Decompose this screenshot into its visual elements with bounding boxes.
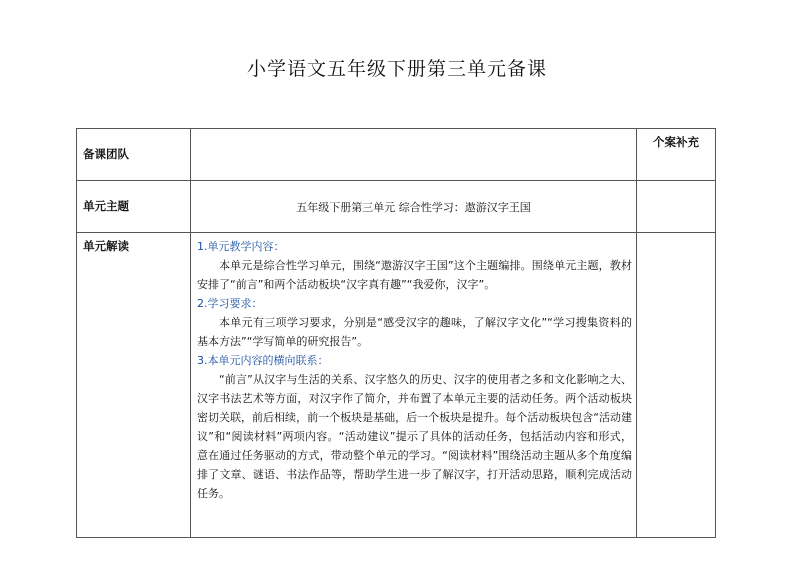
team-value-cell: [191, 129, 637, 181]
case-supplement-row2: [637, 181, 716, 233]
theme-label-cell: [77, 181, 191, 233]
theme-value: 五年级下册第三单元 综合性学习：遨游汉字王国: [296, 201, 531, 214]
section-1-title: 1.单元教学内容：: [197, 240, 285, 253]
section-3-title: 3.本单元内容的横向联系：: [197, 354, 329, 367]
section-2-text: 本单元有三项学习要求，分别是“感受汉字的趣味，了解汉字文化”“学习搜集资料的基本方法”“学写简单的研究报告”。: [197, 316, 632, 348]
section-2-title: 2.学习要求：: [197, 297, 263, 310]
section-1-text: 本单元是综合性学习单元，围绕“遨游汉字王国”这个主题编排。围绕单元主题，教材安排了“前言”和两个活动板块“汉字真有趣”“我爱你，汉字”。: [197, 259, 632, 291]
team-label: 备课团队: [83, 147, 129, 161]
lesson-plan-table: [76, 128, 716, 538]
page-title: 小学语文五年级下册第三单元备课: [246, 58, 547, 80]
section-3-text: “前言”从汉字与生活的关系、汉字悠久的历史、汉字的使用者之多和文化影响之大、汉字书法艺术等方面，对汉字作了简介，并布置了本单元主要的活动任务。两个活动板块密切关联，前后相续，前一个板块是基础，后一个板块是提升。每个活动板块包含“活动建议”和“阅读材料”两项内容。“活动建议”提示了具体的活动任务，包括活动内容和形式，意在通过任务驱动的方式，带动整个单元的学习。“阅读材料”围绕活动主题从多个角度编排了文章、谜语、书法作品等，帮助学生进一步了解汉字，打开活动思路，顺利完成活动任务。: [197, 373, 632, 500]
analysis-content-cell: [191, 233, 637, 538]
analysis-label: 单元解读: [83, 239, 129, 253]
case-supplement-header: 个案补充: [653, 135, 699, 149]
theme-value-cell: [191, 181, 637, 233]
team-label-cell: [77, 129, 191, 181]
case-supplement-cell: [637, 129, 716, 181]
theme-label: 单元主题: [83, 199, 129, 213]
case-supplement-row3: [637, 233, 716, 538]
analysis-label-cell: [77, 233, 191, 538]
